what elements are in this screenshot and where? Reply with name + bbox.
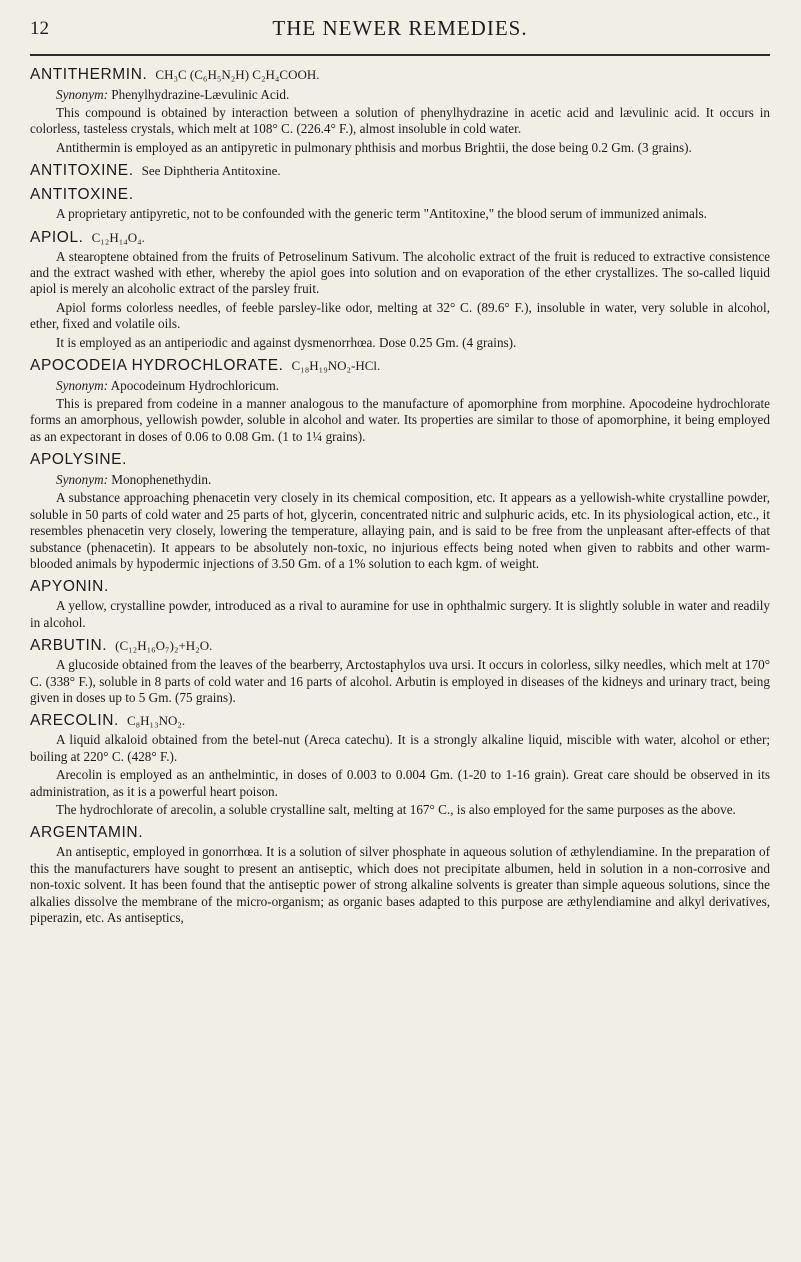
entry-heading bbox=[30, 637, 770, 655]
synonym-text: Phenylhydrazine-Lævulinic Acid. bbox=[111, 87, 290, 102]
entry-heading bbox=[30, 824, 770, 842]
entry-heading bbox=[30, 162, 770, 180]
entries-list bbox=[30, 66, 770, 926]
entry-heading bbox=[30, 578, 770, 596]
entry-name: APOLYSINE. bbox=[30, 451, 128, 469]
entry bbox=[30, 712, 770, 818]
entry-paragraph: Arecolin is employed as an anthelmintic, in doses of 0.003 to 0.004 Gm. (1-20 to 1-16 grain). Great care should be observed in its administration, as it is a powerful heart poison. bbox=[30, 767, 770, 799]
entry-paragraph: The hydrochlorate of arecolin, a soluble crystalline salt, melting at 167° C., is also employed for the same purposes as the above. bbox=[56, 801, 736, 817]
entry-paragraph: This compound is obtained by interaction between a solution of phenylhydrazine in acetic acid and lævulinic acid. It occurs in colorless, tasteless crystals, which melt at 108° C. (226.4° F.), almost insoluble in cold water. bbox=[30, 105, 770, 137]
entry bbox=[30, 66, 770, 156]
running-title: THE NEWER REMEDIES. bbox=[272, 16, 528, 40]
entry-formula: C₁₈H₁₉NO₂-HCl. bbox=[291, 358, 381, 374]
synonym-label: Synonym: bbox=[56, 87, 108, 102]
entry-formula: (C₁₂H₁₆O₇)₂+H₂O. bbox=[115, 638, 213, 654]
page-number: 12 bbox=[30, 18, 49, 39]
entry-synonym bbox=[56, 377, 770, 394]
entry-name: ANTITOXINE. bbox=[30, 162, 134, 180]
entry-name: ANTITHERMIN. bbox=[30, 66, 148, 83]
entry bbox=[30, 578, 770, 631]
entry-synonym bbox=[56, 86, 770, 103]
entry-paragraph: A glucoside obtained from the leaves of the bearberry, Arctostaphylos uva ursi. It occurs in colorless, silky needles, which melt at 170° C. (338° F.), soluble in 8 parts of cold water and 16 parts of alcohol. Arbutin is employed in diseases of the kidneys and urinary tract, being given in doses up to 5 Gm. (75 grains). bbox=[30, 657, 770, 705]
entry-heading bbox=[30, 229, 770, 247]
entry bbox=[30, 451, 770, 572]
entry-paragraph: A substance approaching phenacetin very closely in its chemical composition, etc. It appears as a yellowish-white crystalline powder, soluble in 50 parts of cold water and 25 parts of hot, glycerin, concentrated nitric and sulphuric acids, etc. In its physiological action, etc., it resembles phenacetin very closely, lowering the temperature, allaying pain, and is said to be free from the unpleasant after-effects of that substance (phenacetin). It appears to be absolutely non-toxic, no injurious effects being noted when given to rabbits and other warm-blooded animals by hypodermic injections of 3.50 Gm. of a 1% solution to each kgm. of weight. bbox=[30, 490, 770, 571]
entry bbox=[30, 186, 770, 222]
entry bbox=[30, 637, 770, 706]
entry-heading bbox=[30, 451, 770, 469]
entry-heading bbox=[30, 66, 770, 84]
synonym-text: Monophenethydin. bbox=[111, 472, 212, 488]
entry-paragraph: This is prepared from codeine in a manner analogous to the manufacture of apomorphine from morphine. Apocodeine hydrochlorate forms an amorphous, yellowish powder, soluble in alcohol and water. Its properties are similar to those of apomorphine, it being employed as an expectorant in doses of 0.06 to 0.08 Gm. (1 to 1¼ grains). bbox=[30, 396, 770, 444]
header-rule bbox=[30, 54, 770, 56]
entry-heading bbox=[30, 186, 770, 204]
entry-heading bbox=[30, 712, 770, 730]
synonym-label: Synonym: bbox=[56, 378, 108, 394]
synonym-label: Synonym: bbox=[56, 472, 108, 488]
entry-paragraph: It is employed as an antiperiodic and against dysmenorrhœa. Dose 0.25 Gm. (4 grains). bbox=[56, 334, 517, 350]
entry-name: APOCODEIA HYDROCHLORATE. bbox=[30, 357, 284, 375]
entry-heading bbox=[30, 357, 770, 375]
page bbox=[30, 14, 770, 932]
entry-formula: C₁₂H₁₄O₄. bbox=[91, 229, 145, 245]
entry-paragraph: A proprietary antipyretic, not to be confounded with the generic term "Antitoxine," the blood serum of immunized animals. bbox=[56, 206, 707, 222]
entry bbox=[30, 357, 770, 445]
entry-name: ARECOLIN. bbox=[30, 712, 119, 730]
synonym-text: Apocodeinum Hydrochloricum. bbox=[110, 378, 280, 394]
entry-formula: See Diphtheria Antitoxine. bbox=[141, 163, 281, 179]
entry bbox=[30, 229, 770, 351]
entry-name: APIOL. bbox=[30, 228, 84, 246]
entry bbox=[30, 824, 770, 926]
entry bbox=[30, 162, 770, 180]
entry-formula: C₈H₁₃NO₂. bbox=[126, 713, 186, 729]
entry-paragraph: An antiseptic, employed in gonorrhœa. It is a solution of silver phosphate in aqueous solution of æthylendiamine. In the preparation of this the manufacturers have sought to present an antiseptic, which does not precipitate albumen, held in solution in a non-corrosive and non-toxic solvent. It has been found that the antiseptic power of strong alkaline solvents is greater than simple aqueous solutions, since the alkalies dissolve the membrane of the micro-organism; as organic bases adapted to this purpose are æthylendiamine and alkyl derivatives, piperazin, etc. As antiseptics, bbox=[30, 844, 770, 925]
entry-name: ARGENTAMIN. bbox=[30, 824, 144, 842]
entry-synonym bbox=[56, 471, 770, 488]
entry-name: ARBUTIN. bbox=[30, 637, 108, 655]
entry-paragraph: Apiol forms colorless needles, of feeble parsley-like odor, melting at 32° C. (89.6° F.), insoluble in water, very soluble in alcohol, ether, fixed and volatile oils. bbox=[30, 299, 770, 332]
entry-paragraph: A liquid alkaloid obtained from the betel-nut (Areca catechu). It is a strongly alkaline liquid, miscible with water, alcohol or ether; boiling at 220° C. (428° F.). bbox=[30, 732, 770, 764]
entry-formula: CH₃C (C₆H₅N₂H) C₂H₄COOH. bbox=[155, 67, 320, 82]
entry-paragraph: A stearoptene obtained from the fruits of Petroselinum Sativum. The alcoholic extract of the fruit is reduced to extractive consistence and the extract washed with ether, whereby the apiol goes into solution and on evaporation of the ether crystallizes. The so-called liquid apiol is merely an alcoholic extract of the parsley fruit. bbox=[30, 248, 770, 297]
entry-paragraph: A yellow, crystalline powder, introduced as a rival to auramine for use in ophthalmic surgery. It is slightly soluble in water and readily in alcohol. bbox=[30, 598, 770, 630]
entry-paragraph: Antithermin is employed as an antipyretic in pulmonary phthisis and morbus Brightii, the dose being 0.2 Gm. (3 grains). bbox=[56, 139, 692, 155]
entry-name: APYONIN. bbox=[30, 578, 109, 596]
entry-name: ANTITOXINE. bbox=[30, 186, 134, 204]
running-head bbox=[30, 14, 770, 48]
